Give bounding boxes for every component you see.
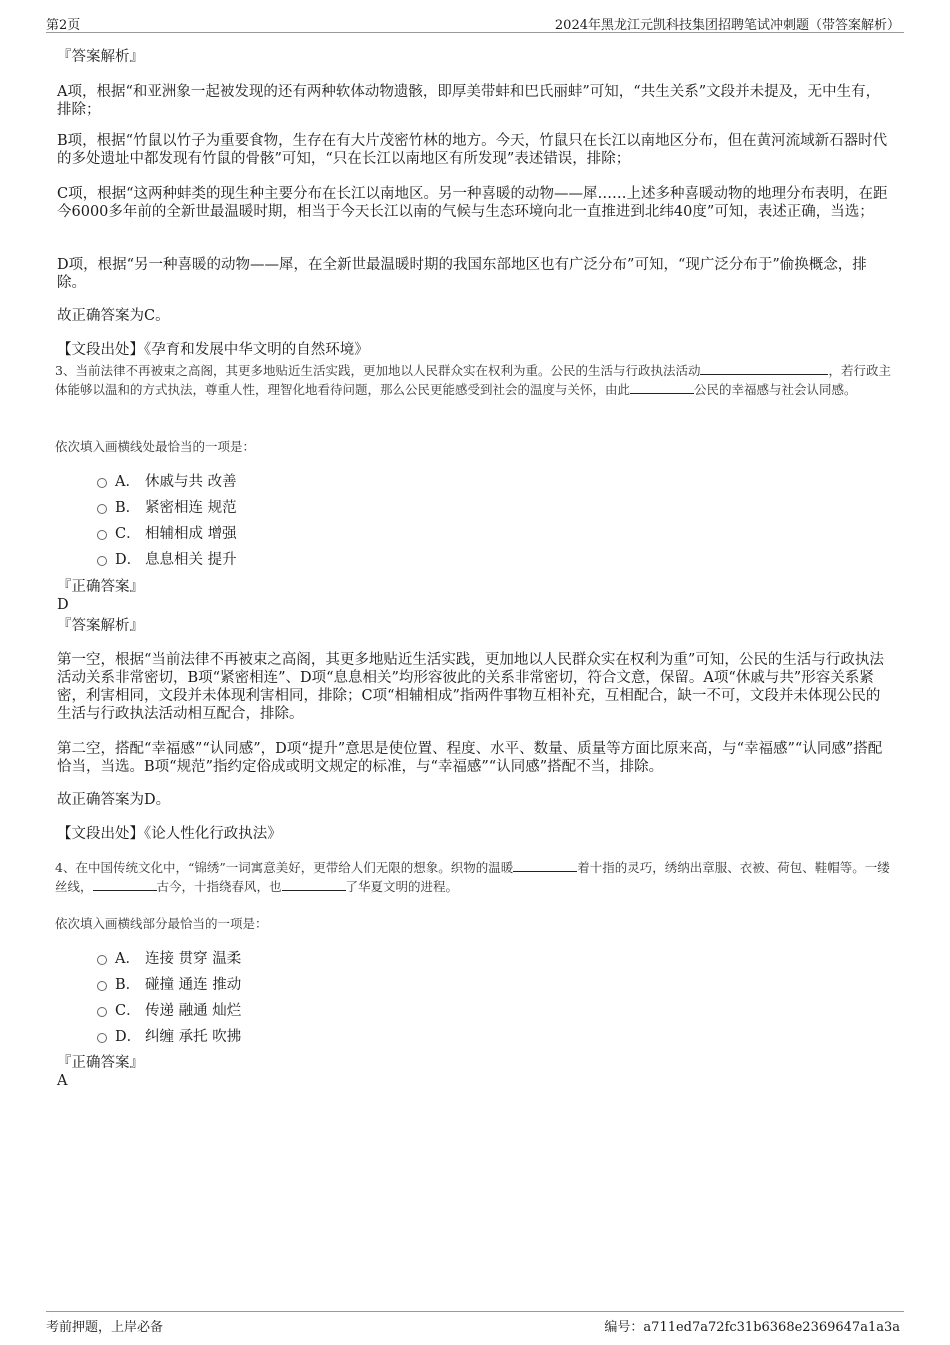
q4-blank-1: [513, 859, 577, 872]
q3-source: 【文段出处】《论人性化行政执法》: [57, 826, 282, 842]
radio-button-icon[interactable]: [97, 1033, 107, 1043]
q3-blank-2: [630, 381, 694, 394]
page-header: [46, 12, 904, 33]
q2-analysis-d: D项，根据“另一种喜暖的动物——犀，在全新世最温暖时期的我国东部地区也有广泛分布”可知，“现广泛分布于”偷换概念，排除。: [57, 257, 867, 291]
radio-button-icon[interactable]: [97, 1007, 107, 1017]
radio-button-icon[interactable]: [97, 530, 107, 540]
q2-analysis-a: A项，根据“和亚洲象一起被发现的还有两种软体动物遗骸，即厚美带蚌和巴氏丽蚌”可知，“共生关系”文段并未提及，无中生有，排除；: [57, 84, 881, 118]
radio-button-icon[interactable]: [97, 504, 107, 514]
document-title: 2024年黑龙江元凯科技集团招聘笔试冲刺题（带答案解析）: [554, 18, 900, 33]
q4-blank-3: [282, 878, 346, 891]
q3-instruction: 依次填入画横线处最恰当的一项是：: [55, 439, 256, 454]
q4-blank-2: [93, 878, 157, 891]
radio-button-icon[interactable]: [97, 981, 107, 991]
q4-answer-label: 『正确答案』: [57, 1055, 144, 1071]
document-code: a711ed7a72fc31b6368e2369647a1a3a: [643, 1320, 900, 1335]
q3-answer-label: 『正确答案』: [57, 579, 144, 595]
q2-source: 【文段出处】《孕育和发展中华文明的自然环境》: [57, 342, 369, 358]
q4-answer: A: [57, 1073, 68, 1089]
footer-code: 编号：a711ed7a72fc31b6368e2369647a1a3a: [604, 1320, 900, 1335]
q3-answer: D: [57, 597, 69, 613]
q3-blank-1: [700, 362, 828, 375]
footer-slogan: 考前押题，上岸必备: [46, 1320, 164, 1335]
q4-instruction: 依次填入画横线部分最恰当的一项是：: [55, 916, 268, 931]
q2-analysis-b: B项，根据“竹鼠以竹子为重要食物，生存在有大片茂密竹林的地方。今天，竹鼠只在长江以南地区分布，但在黄河流域新石器时代的多处遗址中都发现有竹鼠的骨骸”可知，“只在长江以南地区有所发现”表述错误，排除；: [57, 133, 888, 167]
q2-analysis-label: 『答案解析』: [57, 49, 144, 65]
radio-button-icon[interactable]: [97, 478, 107, 488]
q2-conclusion: 故正确答案为C。: [57, 308, 170, 324]
page-number: 第2页: [46, 18, 81, 33]
q2-analysis-c: C项，根据“这两种蚌类的现生种主要分布在长江以南地区。另一种喜暖的动物——犀……上述多种喜暖动物的地理分布表明，在距今6000多年前的全新世最温暖时期，相当于今天长江以南的气候与生态环境向北一直推进到北纬40度”可知，表述正确，当选；: [57, 186, 888, 220]
page-footer: [46, 1311, 904, 1336]
q3-stem: 3、当前法律不再被束之高阁，其更多地贴近生活实践，更加地以人民群众实在权利为重。公民的生活与行政执法活动 ，若行政主体能够以温和的方式执法，尊重人性，理智化地看待问题，那么公民更能感受到社会的温度与关怀，由此 公民的幸福感与社会认同感。: [55, 363, 891, 397]
q4-stem: 4、在中国传统文化中，“锦绣”一词寓意美好，更带给人们无限的想象。织物的温暖 着十指的灵巧，绣纳出章服、衣被、荷包、鞋帽等。一缕丝线， 古今，十指绕春风，也 了华夏文明的进程。: [55, 860, 890, 894]
radio-button-icon[interactable]: [97, 556, 107, 566]
q3-analysis-1: 第一空，根据“当前法律不再被束之高阁，其更多地贴近生活实践，更加地以人民群众实在权利为重”可知，公民的生活与行政执法活动关系非常密切，B项“紧密相连”、D项“息息相关”均形容彼此的关系非常密切，符合文意，保留。A项“休戚与共”形容关系紧密，利害相同，文段并未体现利害相同，排除；C项“相辅相成”指两件事物互相补充，互相配合，缺一不可，文段并未体现公民的生活与行政执法活动相互配合，排除。: [57, 652, 884, 722]
q3-analysis-2: 第二空，搭配“幸福感”“认同感”，D项“提升”意思是使位置、程度、水平、数量、质量等方面比原来高，与“幸福感”“认同感”搭配恰当，当选。B项“规范”指约定俗成或明文规定的标准，与“幸福感”“认同感”搭配不当，排除。: [57, 741, 883, 775]
q3-conclusion: 故正确答案为D。: [57, 792, 171, 808]
radio-button-icon[interactable]: [97, 955, 107, 965]
q3-analysis-label: 『答案解析』: [57, 618, 144, 634]
